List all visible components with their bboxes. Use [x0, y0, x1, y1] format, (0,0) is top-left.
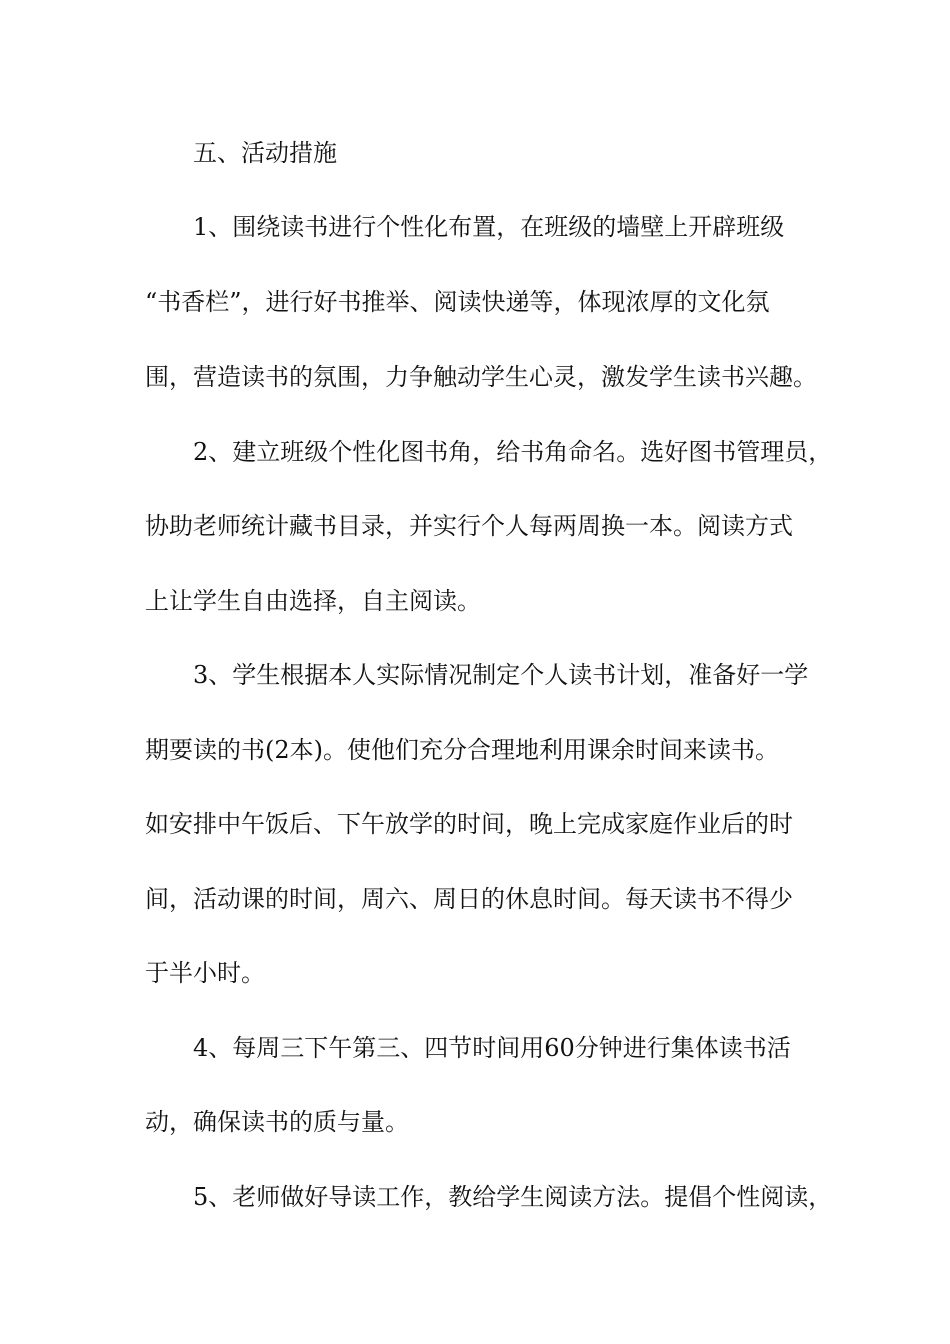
paragraph-line: “书香栏”，进行好书推举、阅读快递等，体现浓厚的文化氛: [145, 288, 770, 316]
paragraph-line: 如安排中午饭后、下午放学的时间，晚上完成家庭作业后的时: [145, 810, 793, 838]
paragraph-line: 1、围绕读书进行个性化布置，在班级的墙壁上开辟班级: [193, 213, 785, 241]
paragraph-line: 3、学生根据本人实际情况制定个人读书计划，准备好一学: [193, 661, 809, 689]
paragraph-line: 于半小时。: [145, 959, 265, 987]
paragraph-line: 4、每周三下午第三、四节时间用60分钟进行集体读书活: [193, 1034, 791, 1062]
paragraph-line: 期要读的书(2本)。使他们充分合理地利用课余时间来读书。: [145, 736, 779, 764]
paragraph-line: 2、建立班级个性化图书角，给书角命名。选好图书管理员，: [193, 438, 833, 466]
paragraph-line: 上让学生自由选择，自主阅读。: [145, 587, 481, 615]
paragraph-line: 围，营造读书的氛围，力争触动学生心灵，激发学生读书兴趣。: [145, 363, 817, 391]
paragraph-line: 协助老师统计藏书目录，并实行个人每两周换一本。阅读方式: [145, 512, 793, 540]
paragraph-line: 间，活动课的时间，周六、周日的休息时间。每天读书不得少: [145, 885, 793, 913]
paragraph-line: 5、老师做好导读工作，教给学生阅读方法。提倡个性阅读，: [193, 1183, 833, 1211]
section-heading: 五、活动措施: [193, 139, 337, 167]
paragraph-line: 动，确保读书的质与量。: [145, 1108, 409, 1136]
